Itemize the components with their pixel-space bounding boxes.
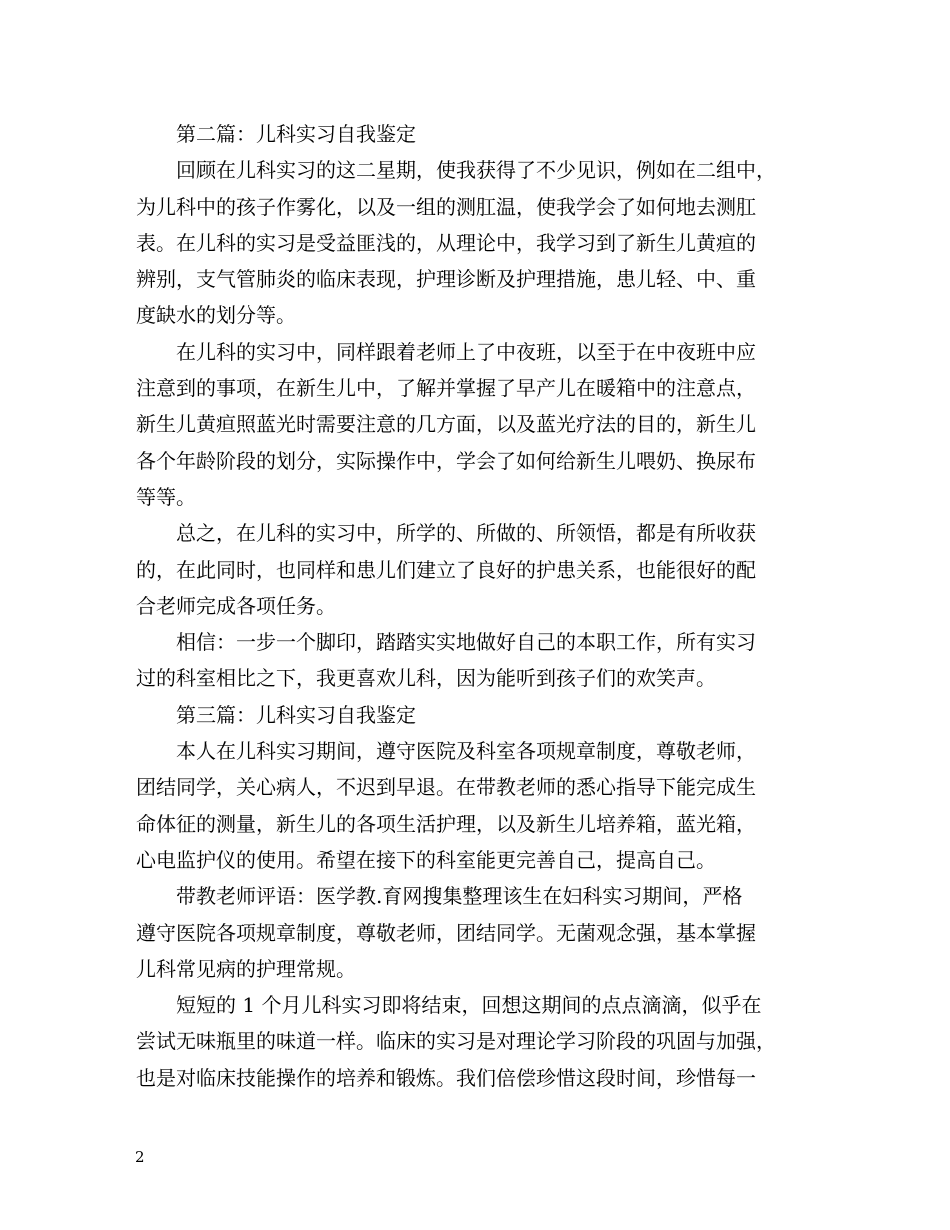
text-line: 也是对临床技能操作的培养和锻炼。我们倍偿珍惜这段时间，珍惜每一 (136, 1065, 756, 1090)
body-text (136, 116, 826, 1096)
text-line: 在儿科的实习中，同样跟着老师上了中夜班，以至于在中夜班中应 (136, 339, 756, 364)
text-line: 注意到的事项，在新生儿中，了解并掌握了早产儿在暖箱中的注意点， (136, 376, 756, 401)
text-line: 带教老师评语：医学教.育网搜集整理该生在妇科实习期间，严格 (136, 884, 743, 909)
text-line: 回顾在儿科实习的这二星期，使我获得了不少见识，例如在二组中， (136, 158, 776, 183)
text-line: 儿科常见病的护理常规。 (136, 956, 356, 981)
text-line: 为儿科中的孩子作雾化，以及一组的测肛温，使我学会了如何地去测肛 (136, 194, 756, 219)
text-line: 各个年龄阶段的划分，实际操作中，学会了如何给新生儿喂奶、换尿布 (136, 448, 756, 473)
text-line: 度缺水的划分等。 (136, 303, 296, 328)
text-line: 新生儿黄疸照蓝光时需要注意的几方面，以及蓝光疗法的目的，新生儿 (136, 412, 756, 437)
text-line: 表。在儿科的实习是受益匪浅的，从理论中，我学习到了新生儿黄疸的 (136, 230, 756, 255)
text-line: 短短的 1 个月儿科实习即将结束，回想这期间的点点滴滴，似乎在 (136, 993, 762, 1018)
text-line: 第三篇：儿科实习自我鉴定 (136, 702, 416, 727)
text-line: 第二篇：儿科实习自我鉴定 (136, 122, 416, 146)
text-line: 相信：一步一个脚印，踏踏实实地做好自己的本职工作，所有实习 (136, 630, 756, 655)
text-line: 辨别，支气管肺炎的临床表现，护理诊断及护理措施，患儿轻、中、重 (136, 267, 756, 292)
page-number: 2 (135, 1148, 145, 1166)
text-line: 心电监护仪的使用。希望在接下的科室能更完善自己，提高自己。 (136, 847, 716, 872)
text-line: 团结同学，关心病人，不迟到早退。在带教老师的悉心指导下能完成生 (136, 775, 756, 800)
text-line: 过的科室相比之下，我更喜欢儿科，因为能听到孩子们的欢笑声。 (136, 666, 716, 691)
text-line: 遵守医院各项规章制度，尊敬老师，团结同学。无菌观念强，基本掌握 (136, 920, 756, 945)
text-line: 命体征的测量，新生儿的各项生活护理，以及新生儿培养箱，蓝光箱， (136, 811, 756, 836)
text-line: 合老师完成各项任务。 (136, 593, 336, 618)
text-line: 总之，在儿科的实习中，所学的、所做的、所领悟，都是有所收获 (136, 521, 756, 546)
text-line: 等等。 (136, 484, 196, 509)
text-line: 本人在儿科实习期间，遵守医院及科室各项规章制度，尊敬老师， (136, 739, 756, 764)
text-line: 尝试无味瓶里的味道一样。临床的实习是对理论学习阶段的巩固与加强， (136, 1029, 776, 1054)
text-line: 的，在此同时，也同样和患儿们建立了良好的护患关系，也能很好的配 (136, 557, 756, 582)
